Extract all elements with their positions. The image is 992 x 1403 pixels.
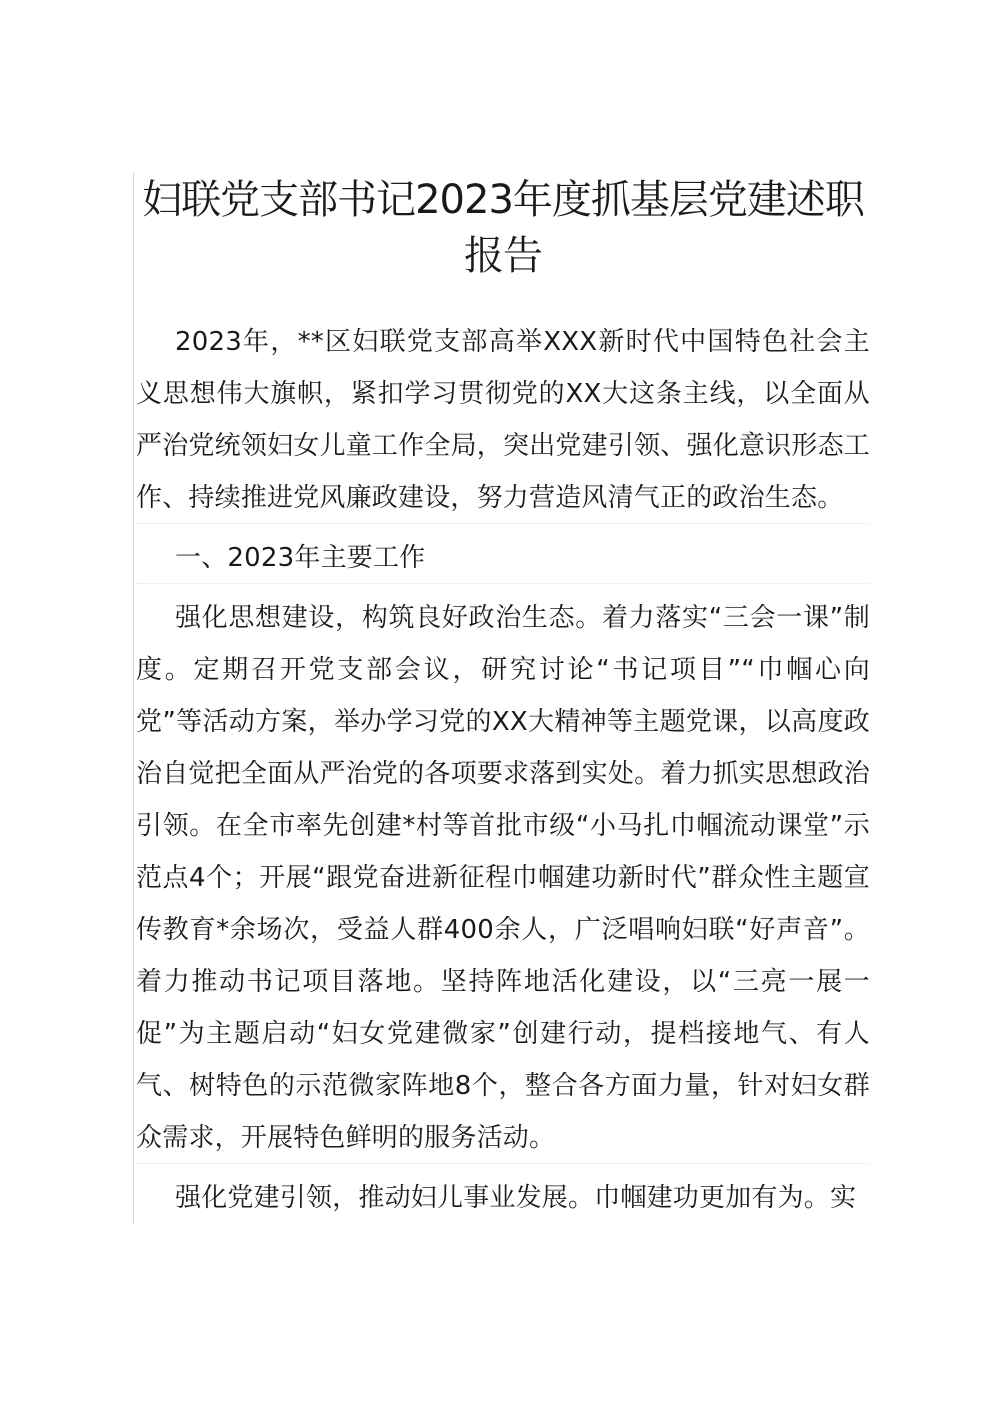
- body-paragraph: 强化思想建设，构筑良好政治生态。着力落实“三会一课”制度。定期召开党支部会议，研究讨论“书记项目”“巾帼心向党”等活动方案，举办学习党的XX大精神等主题党课，以高度政治自觉把全面从严治党的各项要求落到实处。着力抓实思想政治引领。在全市率先创建*村等首批市级“小马扎巾帼流动课堂”示范点4个；开展“跟党奋进新征程巾帼建功新时代”群众性主题宣传教育*余场次，受益人群400余人，广泛唱响妇联“好声音”。着力推动书记项目落地。坚持阵地活化建设，以“三亮一展一促”为主题启动“妇女党建微家”创建行动，提档接地气、有人气、树特色的示范微家阵地8个，整合各方面力量，针对妇女群众需求，开展特色鲜明的服务活动。: [136, 603, 870, 1153]
- document-title: 妇联党支部书记2023年度抓基层党建述职报告: [142, 177, 864, 279]
- body-paragraph: 强化党建引领，推动妇儿事业发展。巾帼建功更加有为。实: [175, 1183, 857, 1213]
- paragraph-divider: [136, 523, 870, 524]
- paragraph-divider: [136, 583, 870, 584]
- section-heading: 一、2023年主要工作: [175, 543, 426, 573]
- intro-paragraph: 2023年，**区妇联党支部高举XXX新时代中国特色社会主义思想伟大旗帜，紧扣学习贯彻党的XX大这条主线，以全面从严治党统领妇女儿童工作全局，突出党建引领、强化意识形态工作、持续推进党风廉政建设，努力营造风清气正的政治生态。: [136, 327, 870, 513]
- page-margin-rule: [133, 172, 134, 1224]
- paragraph-divider: [136, 1163, 870, 1164]
